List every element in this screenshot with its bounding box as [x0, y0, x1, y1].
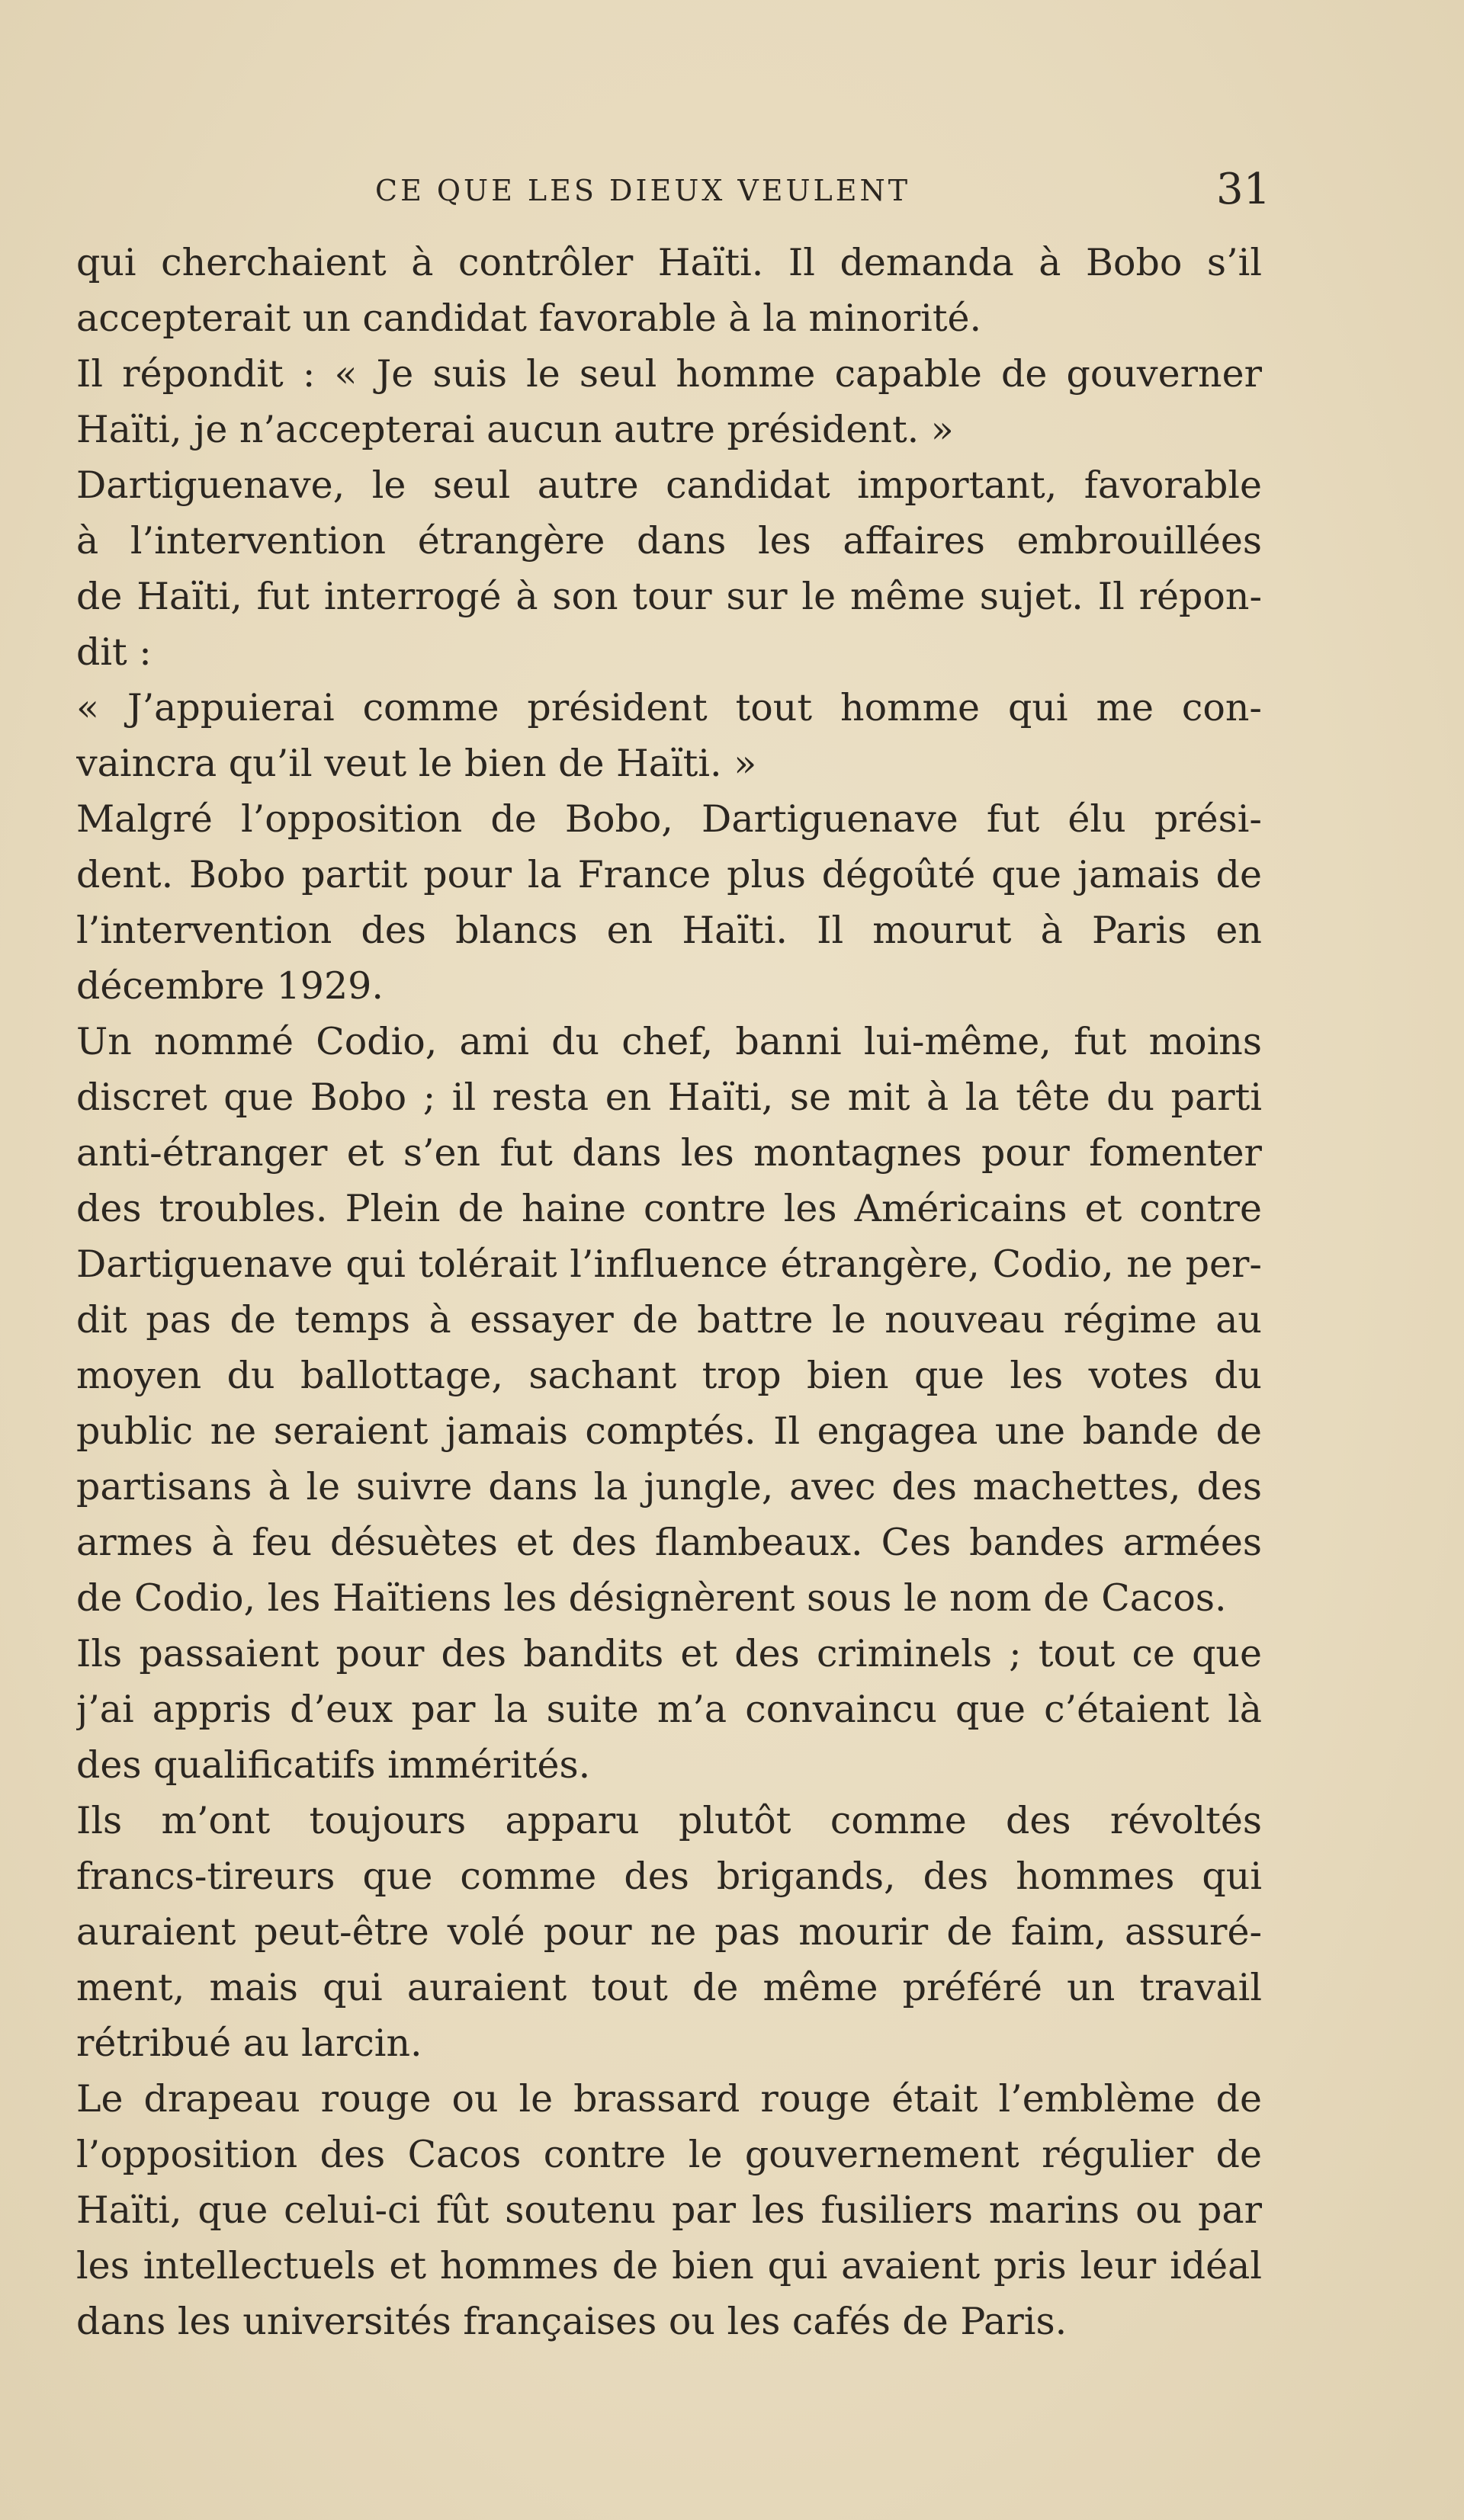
text-line: des qualificatifs immérités. — [76, 1743, 591, 1787]
text-line: les intellectuels et hommes de bien qui avaient pris leur idéal — [76, 2244, 1262, 2288]
text-line: Dartiguenave, le seul autre candidat important, favorable — [76, 463, 1262, 507]
text-line: partisans à le suivre dans la jungle, avec des machettes, des — [76, 1465, 1262, 1508]
text-line: auraient peut-être volé pour ne pas mourir de faim, assuré- — [76, 1910, 1262, 1954]
text-line: j’ai appris d’eux par la suite m’a convaincu que c’étaient là — [76, 1688, 1262, 1731]
body-text — [76, 235, 1262, 2349]
text-line: l’intervention des blancs en Haïti. Il mourut à Paris en — [76, 909, 1262, 952]
text-line: dent. Bobo partit pour la France plus dégoûté que jamais de — [76, 853, 1262, 896]
text-line: dans les universités françaises ou les cafés de Paris. — [76, 2300, 1068, 2343]
text-line: dit : — [76, 630, 152, 674]
text-line: qui cherchaient à contrôler Haïti. Il demanda à Bobo s’il — [76, 241, 1262, 284]
text-line: Ils passaient pour des bandits et des criminels ; tout ce que — [76, 1632, 1262, 1675]
text-line: « J’appuierai comme président tout homme qui me con- — [76, 686, 1262, 729]
text-line: Ils m’ont toujours apparu plutôt comme des révoltés — [76, 1799, 1262, 1842]
text-line: l’opposition des Cacos contre le gouvernement régulier de — [76, 2133, 1262, 2176]
text-line: armes à feu désuètes et des flambeaux. Ces bandes armées — [76, 1521, 1262, 1564]
text-line: Malgré l’opposition de Bobo, Dartiguenave fut élu prési- — [76, 797, 1262, 841]
running-title: CE QUE LES DIEUX VEULENT — [375, 174, 911, 207]
page-number: 31 — [1216, 165, 1271, 214]
text-line: public ne seraient jamais comptés. Il engagea une bande de — [76, 1409, 1262, 1453]
text-line: moyen du ballottage, sachant trop bien que les votes du — [76, 1354, 1262, 1397]
text-line: discret que Bobo ; il resta en Haïti, se mit à la tête du parti — [76, 1076, 1262, 1119]
text-line: Le drapeau rouge ou le brassard rouge était l’emblème de — [76, 2077, 1262, 2121]
text-line: rétribué au larcin. — [76, 2021, 422, 2065]
text-line: de Codio, les Haïtiens les désignèrent sous le nom de Cacos. — [76, 1576, 1227, 1620]
text-line: Il répondit : « Je suis le seul homme capable de gouverner — [76, 352, 1262, 396]
text-line: accepterait un candidat favorable à la minorité. — [76, 297, 982, 340]
running-header — [0, 165, 1464, 215]
text-line: dit pas de temps à essayer de battre le nouveau régime au — [76, 1298, 1262, 1342]
text-line: ment, mais qui auraient tout de même préféré un travail — [76, 1966, 1262, 2009]
text-line: des troubles. Plein de haine contre les Américains et contre — [76, 1187, 1262, 1230]
text-line: anti-étranger et s’en fut dans les montagnes pour fomenter — [76, 1131, 1262, 1175]
text-line: à l’intervention étrangère dans les affaires embrouillées — [76, 519, 1262, 563]
text-line: Dartiguenave qui tolérait l’influence étrangère, Codio, ne per- — [76, 1242, 1262, 1286]
text-line: décembre 1929. — [76, 964, 384, 1008]
text-line: de Haïti, fut interrogé à son tour sur le même sujet. Il répon- — [76, 575, 1262, 618]
text-line: Haïti, je n’accepterai aucun autre président. » — [76, 408, 954, 451]
text-line: francs-tireurs que comme des brigands, des hommes qui — [76, 1855, 1262, 1898]
text-line: Un nommé Codio, ami du chef, banni lui-même, fut moins — [76, 1020, 1262, 1063]
text-line: vaincra qu’il veut le bien de Haïti. » — [76, 742, 757, 785]
text-line: Haïti, que celui-ci fût soutenu par les fusiliers marins ou par — [76, 2188, 1262, 2232]
